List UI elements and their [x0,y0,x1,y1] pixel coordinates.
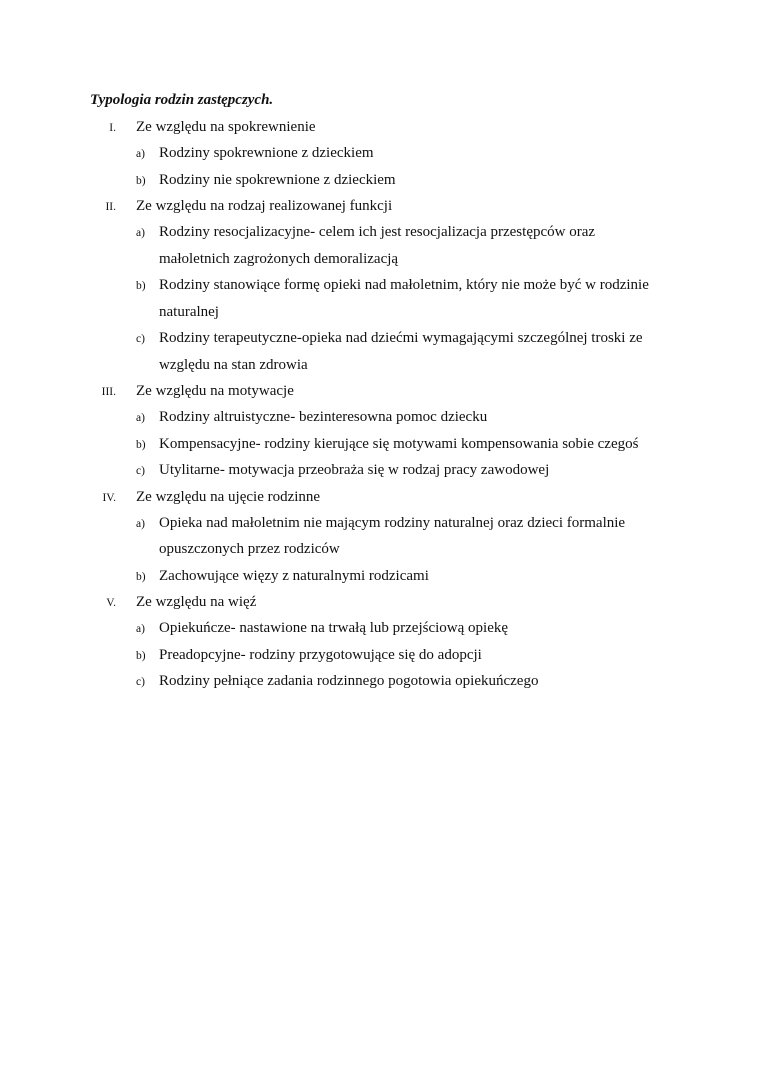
list-item [0,642,669,669]
item-letter: b) [136,280,146,292]
roman-numeral: II. [105,201,116,213]
list-item [0,140,669,167]
item-text: Rodziny resocjalizacyjne- celem ich jest resocjalizacja przestępców oraz małoletnich zagrożonych demoralizacją [159,224,596,267]
list-item [0,615,669,642]
item-letter: b) [136,649,146,662]
list-item [0,325,669,378]
list-item [0,404,669,431]
roman-numeral: V. [106,597,116,609]
item-text: Rodziny stanowiące formę opieki nad małoletnim, który nie może być w rodzinie naturalnej [159,277,649,320]
item-text: Preadopcyjne- rodziny przygotowujące się do adopcji [159,646,482,663]
list-item [0,167,669,194]
section-1 [0,114,760,193]
section-items [0,615,760,695]
item-text: Rodziny nie spokrewnione z dzieckiem [159,171,396,188]
item-text: Opiekuńcze- nastawione na trwałą lub przejściową opiekę [159,620,509,636]
section-items [0,510,760,590]
section-header [0,114,760,140]
section-heading: Ze względu na więź [136,594,257,610]
list-item [0,219,669,272]
list-item [0,272,669,325]
item-letter: b) [136,570,146,583]
roman-numeral: III. [101,386,116,398]
item-text: Rodziny spokrewnione z dzieckiem [159,145,374,161]
item-text: Zachowujące więzy z naturalnymi rodzicami [159,567,429,584]
list-item [0,457,669,484]
section-4 [0,484,760,590]
section-heading: Ze względu na rodzaj realizowanej funkcji [136,198,393,214]
section-heading: Ze względu na ujęcie rodzinne [136,488,321,505]
item-letter: a) [136,412,145,424]
typology-list [0,114,760,695]
list-item [0,668,669,695]
section-items [0,140,760,193]
item-text: Rodziny altruistyczne- bezinteresowna pomoc dziecku [159,409,488,425]
document-title: Typologia rodzin zastępczych. [90,92,274,108]
list-item [0,563,669,590]
section-items [0,219,760,378]
section-items [0,404,760,484]
item-letter: c) [136,676,145,688]
item-letter: a) [136,623,145,635]
item-letter: a) [136,227,145,239]
item-letter: c) [136,465,145,477]
section-5 [0,589,760,695]
item-letter: c) [136,333,145,345]
item-letter: a) [136,148,145,160]
item-letter: a) [136,517,145,530]
item-text: Opieka nad małoletnim nie mającym rodziny naturalnej oraz dzieci formalnie opuszczonych przez rodziców [159,514,626,557]
section-header [0,193,760,219]
roman-numeral: I. [109,122,116,134]
list-item [0,510,669,563]
section-heading: Ze względu na spokrewnienie [136,119,316,135]
section-header [0,484,760,510]
roman-numeral: IV. [102,491,116,504]
section-heading: Ze względu na motywacje [136,383,294,399]
section-3 [0,378,760,484]
section-header [0,378,760,404]
list-item [0,431,669,458]
item-text: Utylitarne- motywacja przeobraża się w rodzaj pracy zawodowej [159,462,550,478]
item-text: Kompensacyjne- rodziny kierujące się motywami kompensowania sobie czegoś [159,435,639,452]
item-text: Rodziny pełniące zadania rodzinnego pogotowia opiekuńczego [159,673,539,689]
item-letter: b) [136,174,146,187]
item-text: Rodziny terapeutyczne-opieka nad dziećmi wymagającymi szczególnej troski ze względu na stan zdrowia [159,330,643,373]
section-header [0,589,760,615]
item-letter: b) [136,438,146,451]
section-2 [0,193,760,378]
